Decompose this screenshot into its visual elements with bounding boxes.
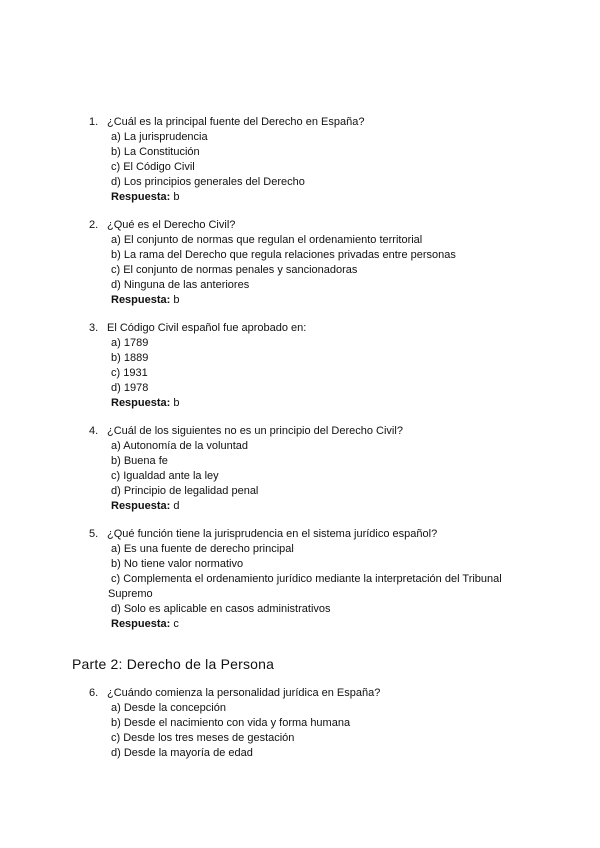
- section-title: Parte 2: Derecho de la Persona: [72, 656, 275, 672]
- answer-value: b: [173, 191, 180, 203]
- answer-label: Respuesta:: [111, 397, 171, 409]
- question-5: [0, 527, 600, 632]
- option-a: a) Desde la concepción: [111, 702, 226, 714]
- option-b: b) La rama del Derecho que regula relaciones privadas entre personas: [111, 249, 456, 261]
- option-d: d) Solo es aplicable en casos administrativos: [111, 603, 331, 615]
- answer-label: Respuesta:: [111, 618, 171, 630]
- question-number: 4.: [89, 425, 99, 437]
- answer-label: Respuesta:: [111, 191, 171, 203]
- answer-value: b: [173, 294, 180, 306]
- option-d: d) 1978: [111, 382, 149, 394]
- option-c: c) Desde los tres meses de gestación: [111, 732, 295, 744]
- question-text: ¿Qué función tiene la jurisprudencia en el sistema jurídico español?: [107, 528, 438, 540]
- option-c: c) 1931: [111, 367, 148, 379]
- option-d: d) Los principios generales del Derecho: [111, 176, 305, 188]
- option-d: d) Desde la mayoría de edad: [111, 747, 253, 759]
- answer-line: [0, 617, 600, 632]
- option-a: a) Es una fuente de derecho principal: [111, 543, 294, 555]
- answer-value: d: [173, 500, 180, 512]
- option-c: c) Igualdad ante la ley: [111, 470, 219, 482]
- option-a: a) El conjunto de normas que regulan el ordenamiento territorial: [111, 234, 423, 246]
- option-c: c) El Código Civil: [111, 161, 195, 173]
- option-d: d) Principio de legalidad penal: [111, 485, 259, 497]
- option-b: b) La Constitución: [111, 146, 200, 158]
- option-a: a) Autonomía de la voluntad: [111, 440, 248, 452]
- question-number: 1.: [89, 116, 99, 128]
- option-b: b) Buena fe: [111, 455, 168, 467]
- question-3: [0, 321, 600, 411]
- question-6: [0, 686, 600, 761]
- question-text: ¿Cuándo comienza la personalidad jurídica en España?: [107, 687, 381, 699]
- question-list-part-1: [0, 115, 600, 645]
- question-number: 6.: [89, 687, 99, 699]
- answer-value: c: [173, 618, 179, 630]
- option-c: c) El conjunto de normas penales y sancionadoras: [111, 264, 358, 276]
- question-text: ¿Qué es el Derecho Civil?: [107, 219, 236, 231]
- question-1: [0, 115, 600, 205]
- option-d: d) Ninguna de las anteriores: [111, 279, 250, 291]
- answer-line: [0, 396, 600, 411]
- question-number: 5.: [89, 528, 99, 540]
- answer-label: Respuesta:: [111, 500, 171, 512]
- question-text: ¿Cuál es la principal fuente del Derecho en España?: [107, 116, 365, 128]
- answer-line: [0, 190, 600, 205]
- section-heading: [72, 656, 274, 672]
- question-4: [0, 424, 600, 514]
- option-a: a) La jurisprudencia: [111, 131, 208, 143]
- option-b: b) 1889: [111, 352, 149, 364]
- answer-label: Respuesta:: [111, 294, 171, 306]
- question-number: 2.: [89, 219, 99, 231]
- question-text: ¿Cuál de los siguientes no es un principio del Derecho Civil?: [107, 425, 403, 437]
- option-a: a) 1789: [111, 337, 149, 349]
- question-list-part-2: [0, 686, 600, 774]
- option-c-continuation: Supremo: [108, 588, 153, 600]
- question-2: [0, 218, 600, 308]
- question-text: El Código Civil español fue aprobado en:: [107, 322, 307, 334]
- answer-line: [0, 293, 600, 308]
- answer-line: [0, 499, 600, 514]
- question-number: 3.: [89, 322, 99, 334]
- option-b: b) Desde el nacimiento con vida y forma humana: [111, 717, 351, 729]
- option-c: c) Complementa el ordenamiento jurídico mediante la interpretación del Tribunal: [111, 573, 502, 585]
- option-b: b) No tiene valor normativo: [111, 558, 244, 570]
- answer-value: b: [173, 397, 180, 409]
